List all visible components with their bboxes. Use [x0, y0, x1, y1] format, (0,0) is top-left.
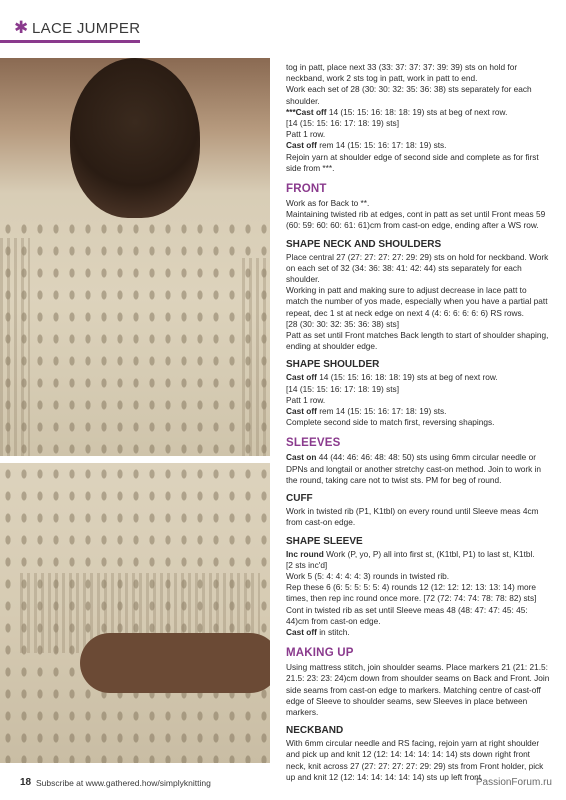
- pattern-text: [286, 62, 550, 783]
- paragraph: Cast on 44 (44: 46: 46: 48: 48: 50) sts using 6mm circular needle or DPNs and longtail or another stretchy cast-on method. Join to work in the round, taking care not to twist sts. PM for beg of round.: [286, 452, 542, 485]
- paragraph: tog in patt, place next 33 (33: 37: 37: 37: 39: 39) sts on hold for neckband, work 2 sts tog in patt, work in patt to end.: [286, 62, 518, 84]
- subscribe-link[interactable]: Subscribe at www.gathered.how/simplyknitting: [36, 778, 211, 788]
- paragraph: Patt 1 row.: [286, 129, 326, 140]
- paragraph: ***Cast off 14 (15: 15: 16: 18: 18: 19) sts at beg of next row.: [286, 106, 508, 117]
- paragraph: Cast off 14 (15: 15: 16: 18: 18: 19) sts at beg of next row.: [286, 372, 498, 383]
- section-title: LACE JUMPER: [32, 20, 141, 37]
- paragraph: Rejoin yarn at shoulder edge of second side and complete as for first side from ***.: [286, 151, 539, 173]
- paragraph: Cast off rem 14 (15: 15: 16: 17: 18: 19) sts.: [286, 406, 447, 417]
- sleeve-cuff-photo: [0, 463, 270, 763]
- lace-texture: [0, 218, 270, 456]
- paragraph: Inc round Work (P, yo, P) all into first st, (K1tbl, P1) to last st, K1tbl.: [286, 548, 535, 559]
- paragraph: Work as for Back to **.: [286, 198, 370, 209]
- jumper-back-photo: [0, 58, 270, 456]
- sleeve-rib-left: [0, 238, 30, 456]
- paragraph: [28 (30: 30: 32: 35: 36: 38) sts]: [286, 318, 400, 329]
- heading-sleeves: SLEEVES: [286, 437, 341, 450]
- model-hand: [80, 633, 270, 693]
- paragraph: With 6mm circular needle and RS facing, rejoin yarn at right shoulder and pick up and knit 12 (12: 14: 14: 14: 14: 14) sts down right front neck, knit across 27 (27: 27: 27: 27: 29: 29) sts from Front holder, pick up and knit 12 (12: 14: 14: 14: 14: 14) sts up left front: [286, 738, 544, 782]
- paragraph: Rep these 6 (6: 5: 5: 5: 5: 4) rounds 12 (12: 12: 12: 13: 13: 14) more times, then rep inc round once more. [72 (72: 74: 74: 78: 78: 82) sts]: [286, 582, 537, 604]
- header-rule: [0, 40, 140, 43]
- page-header: [0, 0, 566, 44]
- paragraph: Patt 1 row.: [286, 394, 326, 405]
- paragraph: Cast off rem 14 (15: 15: 16: 17: 18: 19) sts.: [286, 140, 447, 151]
- paragraph: Work in twisted rib (P1, K1tbl) on every round until Sleeve meas 4cm from cast-on edge.: [286, 506, 539, 528]
- model-hair: [70, 58, 200, 218]
- paragraph: Cast off in stitch.: [286, 626, 350, 637]
- watermark: PassionForum.ru: [475, 777, 552, 788]
- heading-shape-neck: SHAPE NECK AND SHOULDERS: [286, 238, 442, 250]
- sleeve-rib-right: [242, 258, 270, 456]
- heading-front: FRONT: [286, 183, 327, 196]
- page-footer: [0, 775, 566, 795]
- paragraph: Patt as set until Front matches Back length to start of shoulder shaping, ending at shoulder edge.: [286, 330, 549, 352]
- heading-cuff: CUFF: [286, 493, 313, 505]
- paragraph: Maintaining twisted rib at edges, cont in patt as set until Front meas 59 (60: 59: 60: 60: 61: 61)cm from cast-on edge, ending after a WS row.: [286, 209, 546, 231]
- heading-neckband: NECKBAND: [286, 725, 344, 737]
- paragraph: Complete second side to match first, reversing shapings.: [286, 417, 495, 428]
- paragraph: Using mattress stitch, join shoulder seams. Place markers 21 (21: 21.5: 21.5: 23: 23: 24)cm down from shoulder seams on Back and Front. Join side seams from cast-on edge to markers. Matching centre of cast-off edge of Sleeve to shoulder seams, sew Sleeves in place between markers.: [286, 662, 550, 717]
- paragraph: Work 5 (5: 4: 4: 4: 4: 3) rounds in twisted rib.: [286, 570, 450, 581]
- paragraph: Working in patt and making sure to adjust decrease in lace patt to match the number of yos made, especially when you have a partial patt repeat, dec 1 st at neck edge on next 4 (4: 6: 6: 6: 6: 6) RS rows.: [286, 285, 548, 318]
- paragraph: [14 (15: 15: 16: 17: 18: 19) sts]: [286, 118, 400, 129]
- heading-shape-shoulder: SHAPE SHOULDER: [286, 359, 380, 371]
- paragraph: Place central 27 (27: 27: 27: 27: 29: 29) sts on hold for neckband. Work on each set of 32 (34: 36: 38: 41: 42: 44) sts separately for each shoulder.: [286, 251, 549, 285]
- heading-making-up: MAKING UP: [286, 647, 354, 660]
- paragraph: Work each set of 28 (30: 30: 32: 35: 36: 38) sts separately for each shoulder.: [286, 84, 532, 106]
- page-number: 18: [20, 777, 32, 788]
- paragraph: [14 (15: 15: 16: 17: 18: 19) sts]: [286, 383, 400, 394]
- paragraph: [2 sts inc'd]: [286, 559, 328, 570]
- paragraph: Cont in twisted rib as set until Sleeve meas 48 (48: 47: 47: 45: 45: 44)cm from cast-on edge.: [286, 604, 528, 626]
- flower-star-icon: ✱: [14, 18, 29, 37]
- heading-shape-sleeve: SHAPE SLEEVE: [286, 535, 363, 547]
